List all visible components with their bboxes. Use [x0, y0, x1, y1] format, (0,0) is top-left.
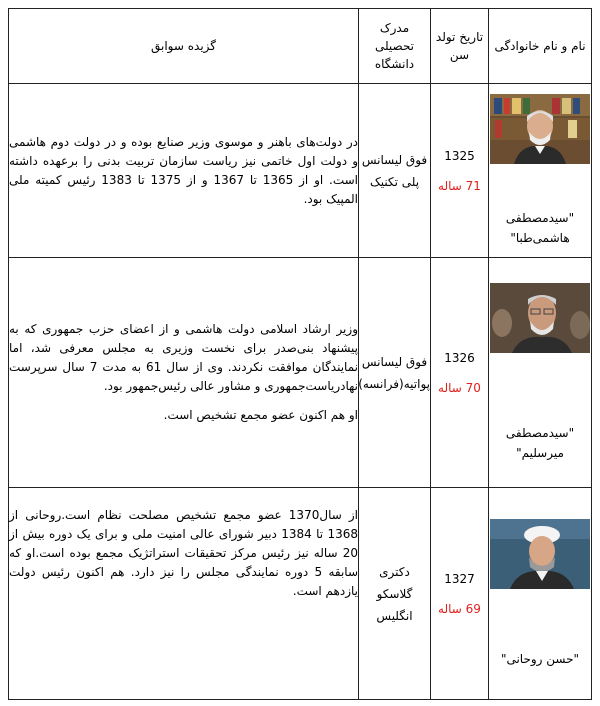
table-row	[9, 84, 592, 258]
portrait-photo	[490, 283, 590, 353]
birth-cell	[431, 84, 489, 258]
birth-year: 1327	[444, 571, 475, 586]
name-cell	[489, 84, 592, 258]
degree-level: فوق لیسانس	[361, 354, 428, 369]
portrait-photo	[490, 519, 590, 589]
age-label: 69 ساله	[438, 601, 481, 616]
birth-year: 1326	[444, 350, 475, 365]
birth-year: 1325	[444, 148, 475, 163]
degree-level: فوق لیسانس	[361, 152, 428, 167]
person-name: "حسن روحانی"	[500, 651, 580, 666]
degree-country: انگلیس	[376, 608, 413, 623]
person-name-cont: میرسلیم"	[516, 445, 564, 460]
age-label: 71 ساله	[438, 178, 481, 193]
degree-cell	[359, 84, 431, 258]
person-name-cont: هاشمی‌طبا"	[510, 230, 570, 245]
birth-cell	[431, 488, 489, 700]
portrait-photo	[490, 94, 590, 164]
candidates-table	[8, 8, 592, 700]
table-row	[9, 488, 592, 700]
person-name: "سیدمصطفی	[505, 210, 575, 225]
degree-university: گلاسکو	[376, 586, 413, 601]
record-text: در دولت‌های باهنر و موسوی وزیر صنایع بوده و در دولت دوم هاشمی و دولت اول خاتمی نیز ریاست سازمان تربیت بدنی را برعهده داشته است. او از 1365 تا 1367 و از 1375 تا 1383 رئیس کمیته ملی المپیک بود.	[9, 134, 359, 206]
age-label: 70 ساله	[438, 380, 481, 395]
header-row	[9, 9, 592, 84]
name-cell	[489, 258, 592, 488]
degree-cell	[359, 488, 431, 700]
record-text-extra: او هم اکنون عضو مجمع تشخیص است.	[163, 408, 358, 422]
record-cell	[9, 84, 359, 258]
record-text: از سال1370 عضو مجمع تشخیص مصلحت نظام است.روحانی از 1368 تا 1384 دبیر شورای عالی امنیت ملی و برای یک دوره بیش از 20 ساله نیز رئیس مرکز تحقیقات استراتژیک مجمع بوده است.او که سابقه 5 دوره نمایندگی مجلس را نیز دارد. هم اکنون رئیس دولت یازدهم است.	[9, 508, 359, 598]
degree-level: دکتری	[379, 564, 410, 579]
record-cell	[9, 488, 359, 700]
degree-cell	[359, 258, 431, 488]
record-text: وزیر ارشاد اسلامی دولت هاشمی و از اعضای حزب جمهوری که به پیشنهاد بنی‌صدر برای نخست وزیری به مجلس معرفی شد، اما نمایندگان موافقت نکردند. وی از سال 61 به مدت 7 سال سرپرست نهادریاست‌جمهوری و مشاور عالی رئیس‌جمهور بود.	[9, 322, 358, 393]
header-birth: تاریخ تولد سن	[431, 9, 489, 84]
record-cell	[9, 258, 359, 488]
birth-cell	[431, 258, 489, 488]
person-name: "سیدمصطفی	[505, 425, 575, 440]
degree-university: پلی تکنیک	[369, 174, 420, 189]
name-cell	[489, 488, 592, 700]
header-degree: مدرک تحصیلی دانشگاه	[359, 9, 431, 84]
header-name: نام و نام خانوادگی	[489, 9, 592, 84]
table-row	[9, 258, 592, 488]
degree-university: پواتیه(فرانسه)	[358, 376, 430, 391]
header-record: گزیده سوابق	[9, 9, 359, 84]
